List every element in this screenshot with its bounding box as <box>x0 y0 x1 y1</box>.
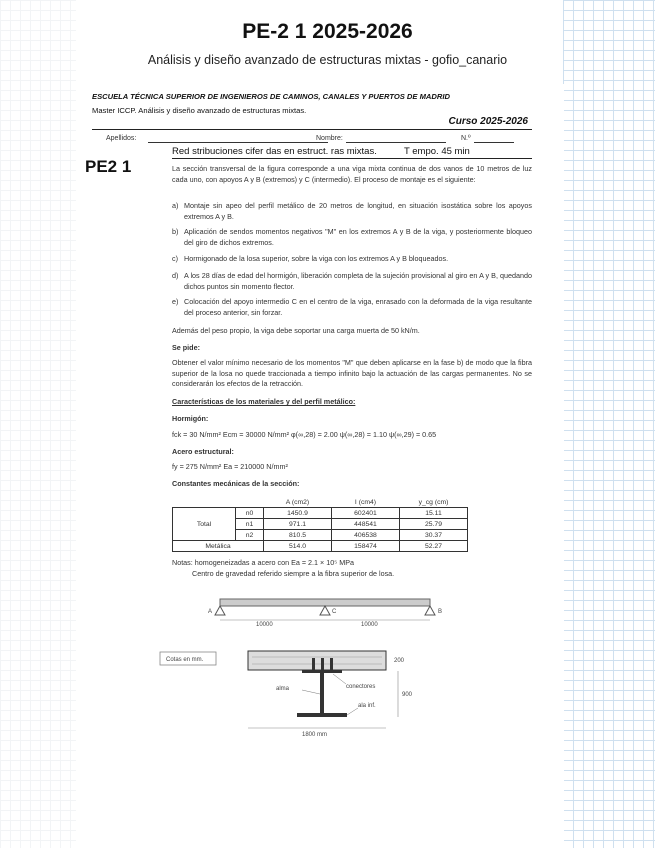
problem-label: PE2 1 <box>85 157 132 176</box>
support-a-icon <box>215 606 225 615</box>
beam-elevation <box>208 599 442 628</box>
scanned-exam-page <box>76 84 564 854</box>
units-label: Cotas en mm. <box>166 657 204 663</box>
bottom-flange <box>297 713 347 717</box>
intro-paragraph: La sección transversal de la figura corresponde a una viga mixta continua de dos vanos de 10 metros de luz cada uno, con apoyos A y B (extremos) y C (intermedio). El proceso de montaje es el siguiente: <box>172 164 532 184</box>
master-name: Master ICCP. Análisis y diseño avanzado de estructuras mixtas. <box>92 106 307 115</box>
dead-load-text: Además del peso propio, la viga debe soportar una carga muerta de 50 kN/m. <box>172 326 420 335</box>
support-b-icon <box>425 606 435 615</box>
support-a-label: A <box>208 609 213 615</box>
shear-connector <box>330 658 333 670</box>
total-label: Total <box>173 508 236 541</box>
table-row: n1 971.1 448541 25.79 <box>173 519 468 530</box>
number-field-label: N.º <box>461 135 471 142</box>
step-b: b) Aplicación de sendos momentos negativos "M" en los extremos A y B de la viga, y posteriormente bloqueo del giro de dichos extremos. <box>172 227 532 247</box>
support-c-icon <box>320 606 330 615</box>
step-a: a) Montaje sin apeo del perfil metálico de 20 metros de longitud, en situación isostática sobre los apoyos extremos A y B. <box>172 201 532 221</box>
notes-centroid: Centro de gravedad referido siempre a la fibra superior de losa. <box>192 569 395 578</box>
ask-paragraph: Obtener el valor mínimo necesario de los momentos "M" que deben aplicarse en la fase b) de modo que la fibra superior de la losa no quede traccionada a tiempo infinito bajo la actuación de las cargas permanentes. No se considerarán los efectos de la retracción. <box>172 358 532 388</box>
shear-connector <box>321 658 324 670</box>
materials-heading: Características de los materiales y del perfil metálico: <box>172 397 356 406</box>
concrete-heading: Hormigón: <box>172 414 209 423</box>
web-label: alma <box>276 686 290 692</box>
width-dim-label: 1800 mm <box>302 732 328 738</box>
col-area: A (cm2) <box>285 498 310 506</box>
page-title: PE-2 1 2025-2026 <box>242 20 413 43</box>
notes-homogenization: Notas: homogeneizadas a acero con Ea = 2.1 × 10⁵ MPa <box>172 558 354 567</box>
beam-and-section-diagram <box>76 84 564 784</box>
table-row: Total n0 1450.9 602401 15.11 <box>173 508 468 519</box>
top-flange <box>302 670 342 673</box>
asks-heading: Se pide: <box>172 343 200 352</box>
support-b-label: B <box>438 609 443 615</box>
height-dim-label: 900 <box>402 692 413 698</box>
page-subtitle: Análisis y diseño avanzado de estructuras mixtas - gofio_canario <box>147 53 508 67</box>
support-c-label: C <box>332 609 337 615</box>
left-grid-background <box>0 0 76 848</box>
col-inertia: I (cm4) <box>354 498 377 506</box>
step-c: c) Hormigonado de la losa superior, sobre la viga con los extremos A y B bloqueados. <box>172 254 449 263</box>
step-d: d) A los 28 días de edad del hormigón, liberación completa de la sujeción provisional al giro en A y B, quedando dichos puntos sin momento flector. <box>172 271 532 291</box>
steel-web <box>320 673 324 713</box>
span-1-label: 10000 <box>256 622 273 628</box>
concrete-slab <box>248 651 386 670</box>
steel-properties: fy = 275 N/mm² Ea = 210000 N/mm² <box>172 462 288 471</box>
slab-depth-label: 200 <box>394 658 405 664</box>
section-heading: Constantes mecánicas de la sección: <box>172 479 300 488</box>
span-2-label: 10000 <box>361 622 378 628</box>
col-ycg: y_cg (cm) <box>418 498 449 506</box>
concrete-properties: fck = 30 N/mm² Ecm = 30000 N/mm² φ(∞,28) = 2.00 ψ(∞,28) = 1.10 ψ(∞,29) = 0.65 <box>172 430 437 439</box>
name-field-label: Nombre: <box>316 135 343 142</box>
problem-time: T empo. 45 min <box>404 146 470 157</box>
shear-connector <box>312 658 315 670</box>
cross-section <box>160 651 413 738</box>
table-row: n2 810.5 406538 30.37 <box>173 530 468 541</box>
course-year: Curso 2025-2026 <box>448 116 528 127</box>
steel-heading: Acero estructural: <box>172 447 234 456</box>
connector-label: conectores <box>346 684 376 690</box>
table-row: Metálica 514.0 158474 52.27 <box>173 541 468 552</box>
metal-label: Metálica <box>173 541 264 552</box>
surname-field-label: Apellidos: <box>106 135 137 142</box>
problem-title: Red stribuciones cifer das en estruct. ras mixtas. <box>172 146 377 157</box>
right-grid-background <box>563 0 655 848</box>
step-e: e) Colocación del apoyo intermedio C en el centro de la viga, enrasado con la deformada de la viga resultante del proceso anterior, sin forzar. <box>172 297 532 317</box>
bottom-flange-label: ala inf. <box>358 703 376 709</box>
school-name: ESCUELA TÉCNICA SUPERIOR DE INGENIEROS DE CAMINOS, CANALES Y PUERTOS DE MADRID <box>92 92 450 101</box>
